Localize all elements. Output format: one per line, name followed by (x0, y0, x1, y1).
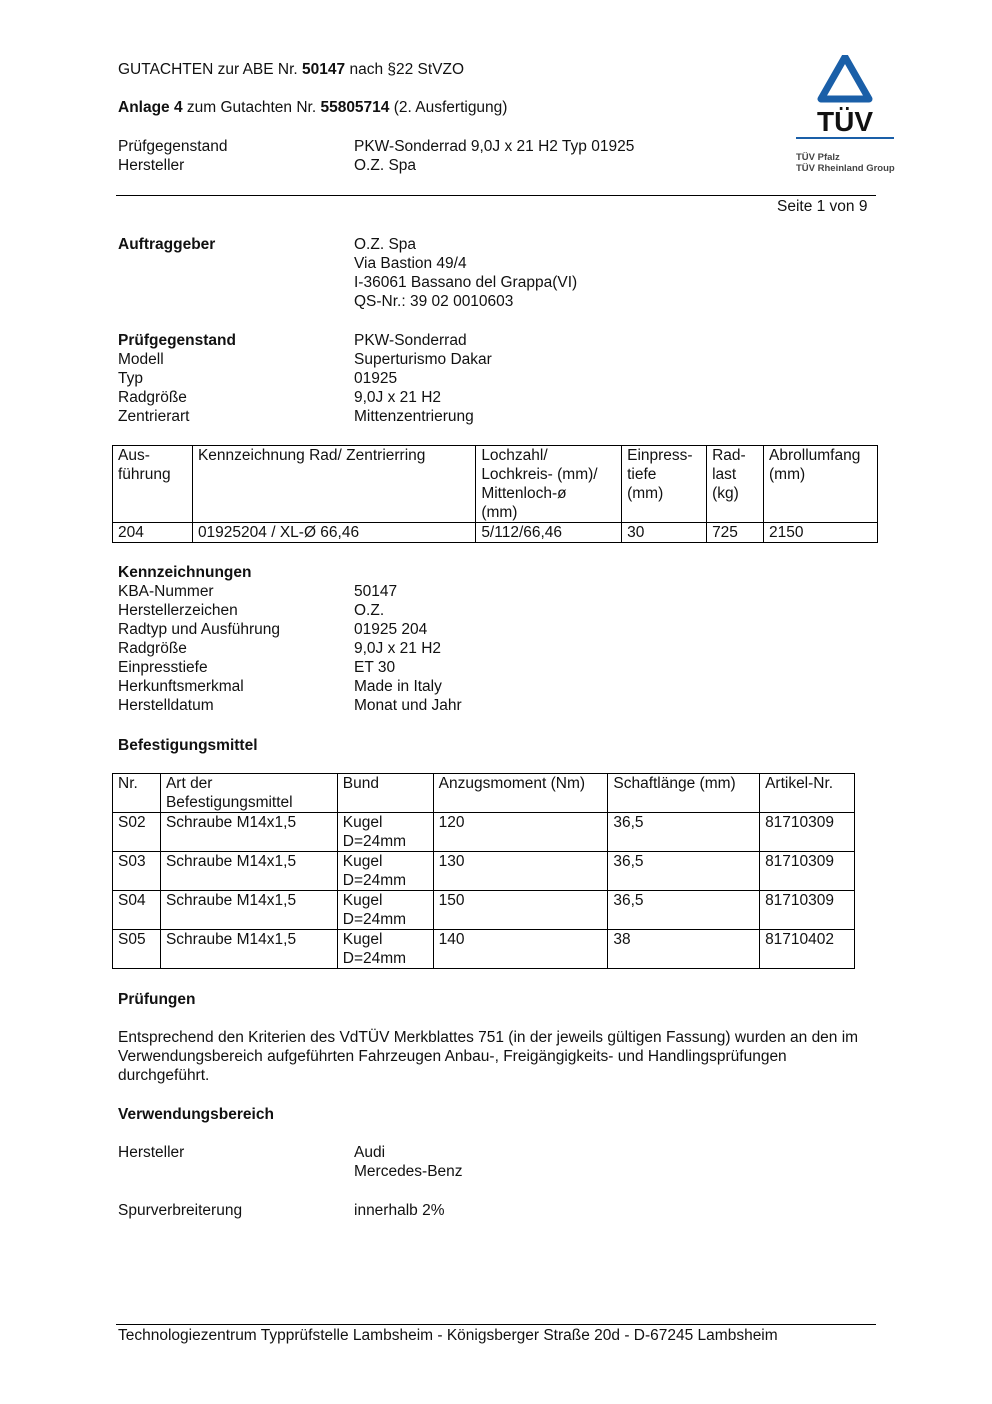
table-cell: Schraube M14x1,5 (160, 891, 337, 930)
table-header-cell: Lochzahl/ Lochkreis- (mm)/ Mittenloch-ø (mm) (476, 446, 622, 523)
table-header-cell: Aus- führung (113, 446, 193, 523)
table-cell: 725 (707, 523, 764, 543)
table-cell: 81710309 (760, 891, 855, 930)
table-cell: 150 (433, 891, 608, 930)
table-cell: 30 (622, 523, 707, 543)
table-header-cell: Art der Befestigungsmittel (160, 774, 337, 813)
table-header-cell: Abrollumfang (mm) (764, 446, 878, 523)
page-number: Seite 1 von 9 (777, 198, 868, 215)
table-cell: S05 (113, 930, 161, 969)
ausfuehrung-table (112, 445, 878, 543)
table-cell: Kugel D=24mm (337, 891, 433, 930)
table-cell: Schraube M14x1,5 (160, 852, 337, 891)
table-header-cell: Rad- last (kg) (707, 446, 764, 523)
table-cell: 36,5 (608, 852, 760, 891)
table-header-cell: Bund (337, 774, 433, 813)
befestigung-table (112, 773, 855, 969)
verwendung-heading: Verwendungsbereich (118, 1106, 274, 1123)
table-header-cell: Kennzeichnung Rad/ Zentrierring (192, 446, 475, 523)
table-cell: Schraube M14x1,5 (160, 813, 337, 852)
table-cell: Kugel D=24mm (337, 930, 433, 969)
table-row (113, 891, 855, 930)
logo-caption: TÜV Pfalz TÜV Rheinland Group (796, 152, 895, 174)
pruefungen-text: Entsprechend den Kriterien des VdTÜV Merkblattes 751 (in der jeweils gültigen Fassung) wurden an den im Verwendungsbereich aufgeführten Fahrzeugen Anbau-, Freigängigkeits- und Handlingsprüfungen durchgeführt. (118, 1029, 859, 1084)
table-cell: Schraube M14x1,5 (160, 930, 337, 969)
table-header-cell: Nr. (113, 774, 161, 813)
table-cell: Kugel D=24mm (337, 813, 433, 852)
table-cell: S03 (113, 852, 161, 891)
table-cell: 140 (433, 930, 608, 969)
table-cell: 81710309 (760, 852, 855, 891)
table-row (113, 930, 855, 969)
table-cell: 130 (433, 852, 608, 891)
table-row (113, 523, 878, 543)
document-title: GUTACHTEN zur ABE Nr. 50147 nach §22 StVZO (118, 61, 465, 78)
table-cell: 81710402 (760, 930, 855, 969)
befestigung-heading: Befestigungsmittel (118, 737, 258, 754)
table-cell: 204 (113, 523, 193, 543)
table-cell: 01925204 / XL-Ø 66,46 (192, 523, 475, 543)
table-cell: 81710309 (760, 813, 855, 852)
table-cell: 5/112/66,46 (476, 523, 622, 543)
table-cell: 36,5 (608, 891, 760, 930)
table-header-cell: Anzugsmoment (Nm) (433, 774, 608, 813)
kennzeichnungen-heading: Kennzeichnungen (118, 564, 252, 581)
table-cell: S04 (113, 891, 161, 930)
document-subtitle: Anlage 4 zum Gutachten Nr. 55805714 (2. Ausfertigung) (118, 99, 508, 116)
footer-text: Technologiezentrum Typprüfstelle Lambsheim - Königsberger Straße 20d - D-67245 Lambsheim (118, 1327, 778, 1344)
pruefungen-heading: Prüfungen (118, 991, 196, 1008)
table-cell: S02 (113, 813, 161, 852)
table-row (113, 813, 855, 852)
header-divider (116, 195, 876, 196)
table-header-cell: Artikel-Nr. (760, 774, 855, 813)
table-header-cell: Schaftlänge (mm) (608, 774, 760, 813)
table-header-row (113, 774, 855, 813)
table-header-cell: Einpress- tiefe (mm) (622, 446, 707, 523)
table-cell: 120 (433, 813, 608, 852)
logo-word: TÜV (817, 106, 873, 137)
table-cell: 2150 (764, 523, 878, 543)
table-cell: Kugel D=24mm (337, 852, 433, 891)
table-row (113, 852, 855, 891)
table-cell: 36,5 (608, 813, 760, 852)
footer-divider (116, 1324, 876, 1325)
table-header-row (113, 446, 878, 523)
table-cell: 38 (608, 930, 760, 969)
